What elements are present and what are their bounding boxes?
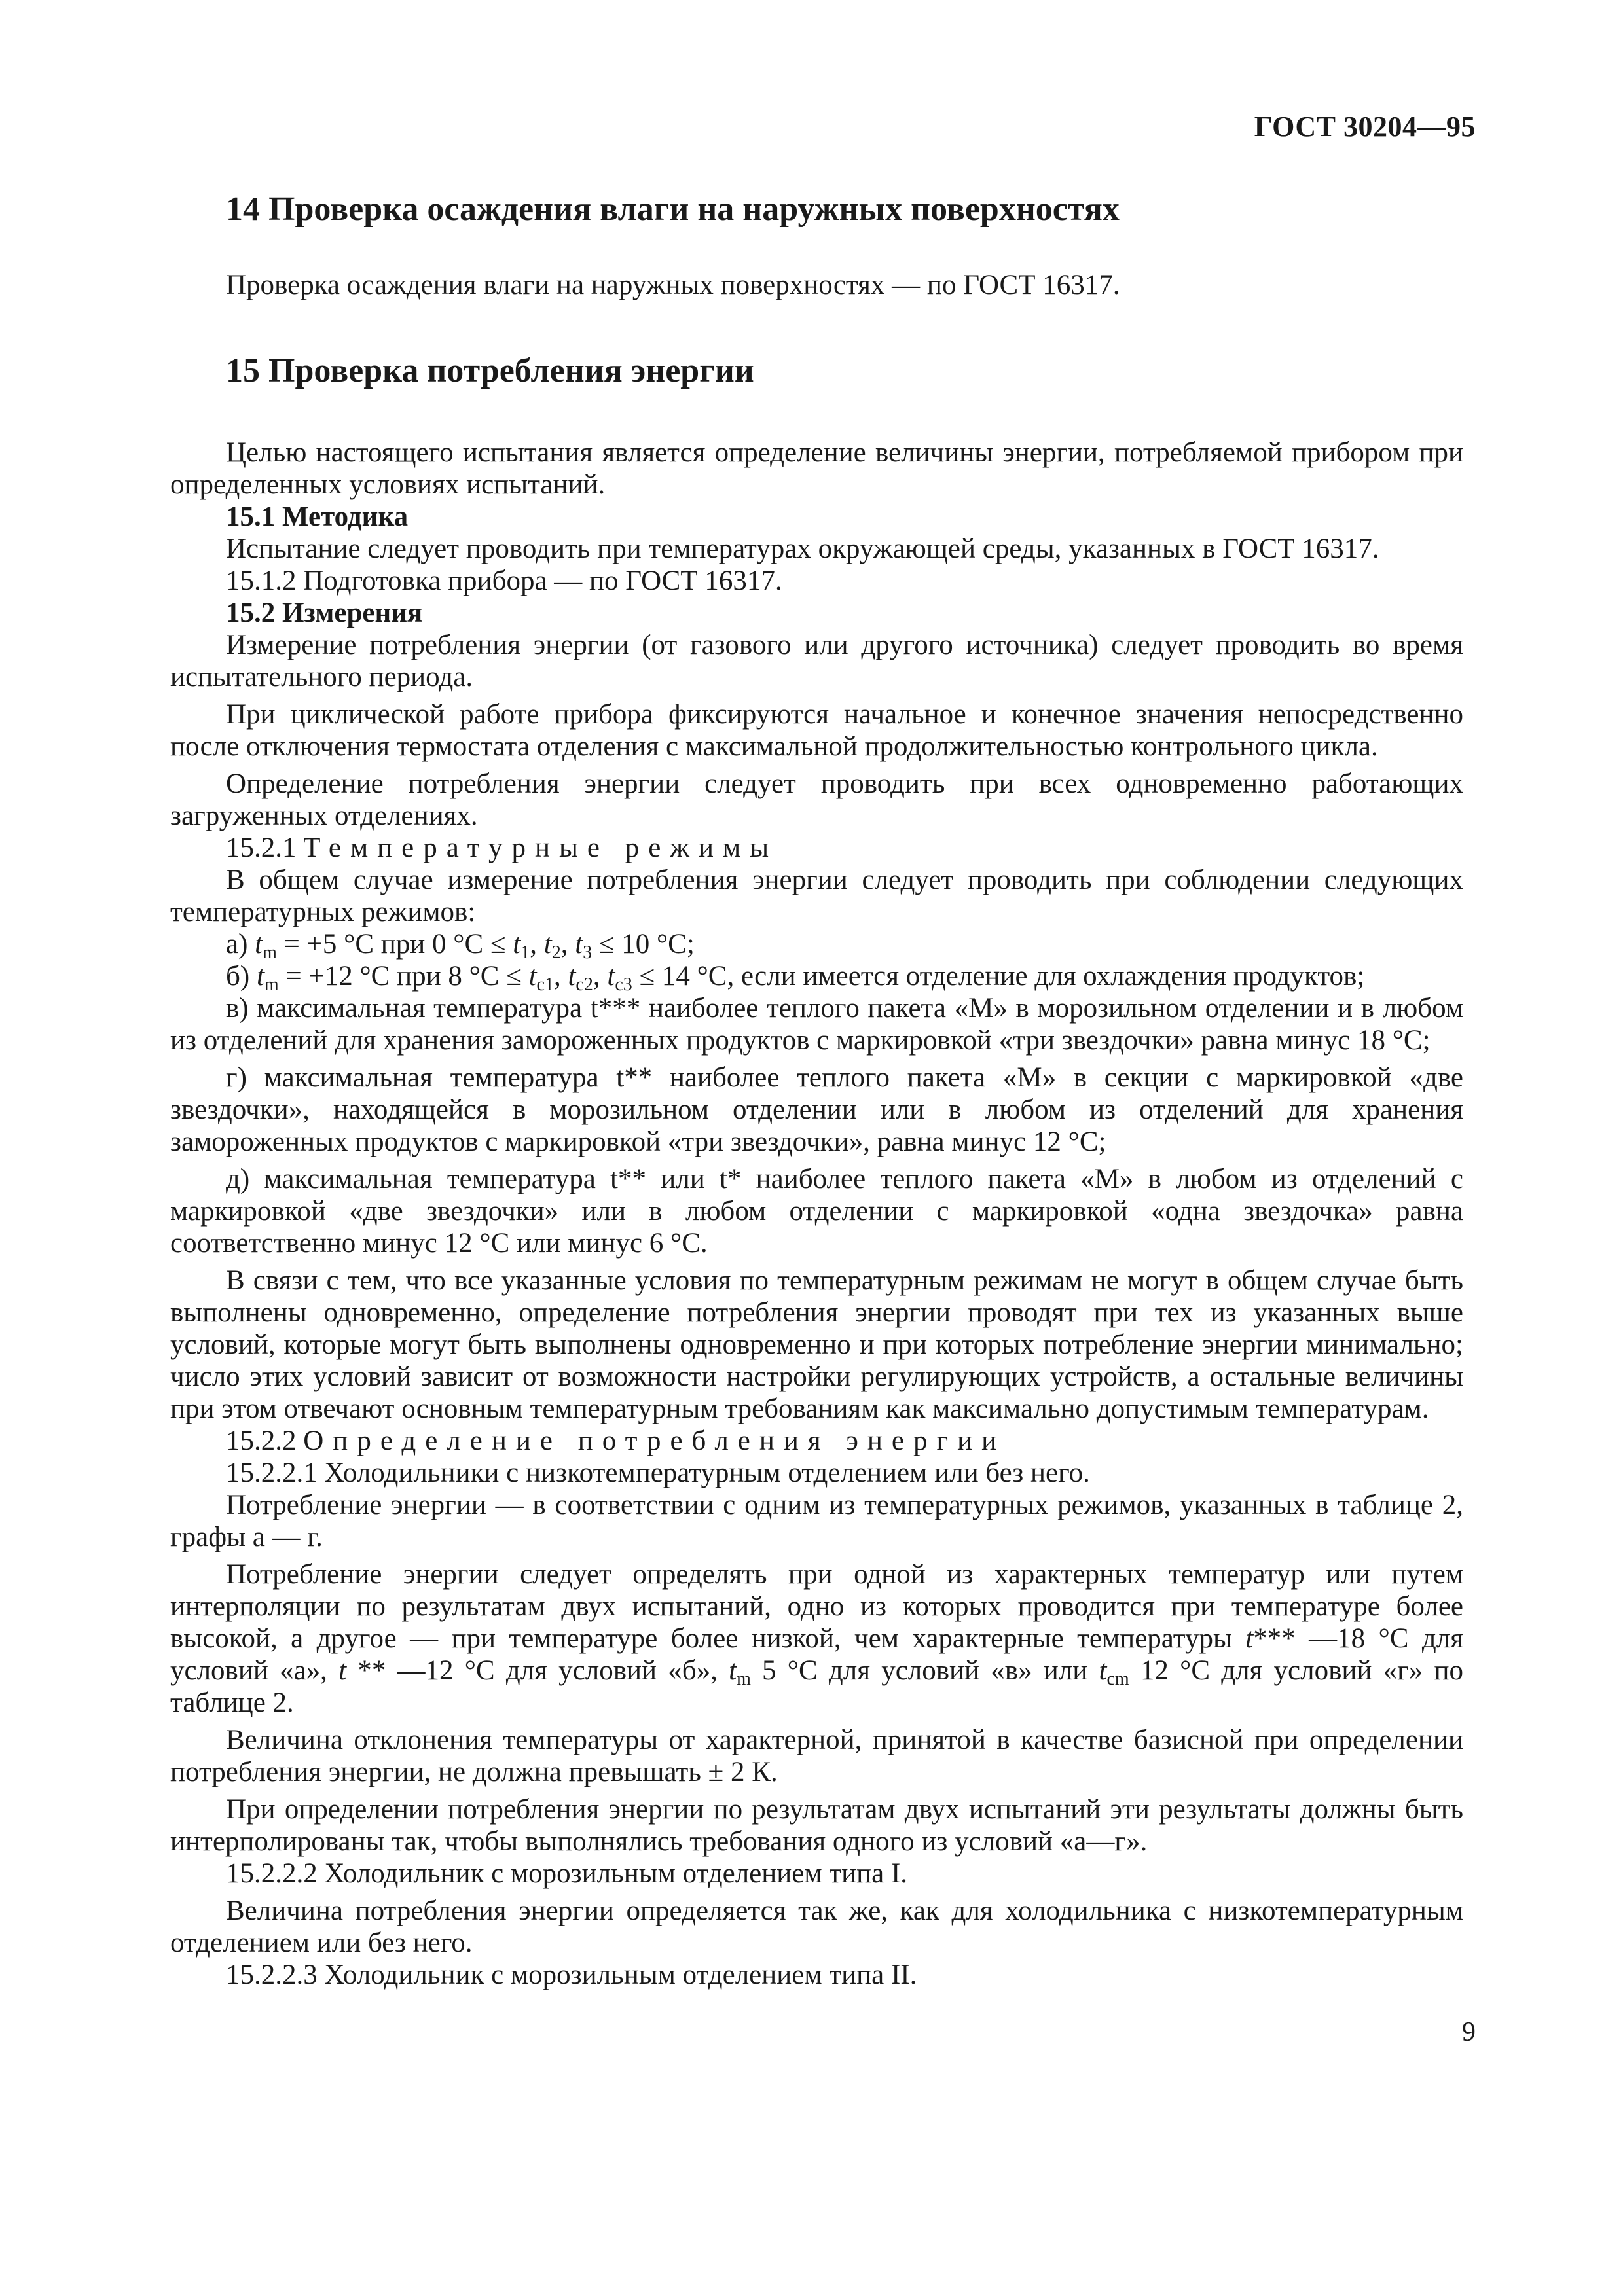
section-14-text: Проверка осаждения влаги на наружных поверхностях — по ГОСТ 16317. bbox=[226, 269, 1120, 300]
subsection-15-2-paragraph-2: При циклической работе прибора фиксируются начальное и конечное значения непосредственно после отключения термостата отделения с максимальной продолжительностью контрольного цикла. bbox=[170, 698, 1463, 762]
subsection-15-2-2-number: 15.2.2 bbox=[226, 1425, 297, 1456]
paragraph-2-end: 12 °С для условий «г» по таблице 2. bbox=[170, 1655, 1463, 1718]
subsection-15-2-paragraph-1: Измерение потребления энергии (от газового или другого источника) следует проводить во время испытательного периода. bbox=[170, 629, 1463, 692]
list-item-a-prefix: а) bbox=[226, 928, 248, 960]
section-15-intro: Целью настоящего испытания является определение величины энергии, потребляемой прибором при определенных условиях испытаний. bbox=[170, 437, 1463, 500]
subsection-15-2-heading: 15.2 Измерения bbox=[226, 597, 423, 628]
list-item-a-text: = +5 °С при 0 °С ≤ bbox=[283, 928, 506, 960]
section-14-title: 14 Проверка осаждения влаги на наружных поверхностях bbox=[226, 190, 1120, 228]
list-item-a: а) $t_m = +5$ °С при 0 $^\circ С \le t_1$, $t_2$, $t_3 \le 10$ °С; bbox=[226, 928, 695, 963]
subsection-15-2-2-1-paragraph-2: Потребление энергии следует определять при одной из характерных температур или путем интерполяции по результатам двух испытаний, одно из которых проводится при температуре более высокой, а другое — при температуре более низкой, чем характерные температуры t*** —18 °С для условий «а», t ** —12 °С для условий «б», $t_m$ 5 °С для условий «в» или $t_{cm}$ 12 °С для условий «г» по таблице 2. bbox=[170, 1558, 1463, 1718]
subsection-15-2-1-paragraph-1: В общем случае измерение потребления энергии следует проводить при соблюдении следующих температурных режимов: bbox=[170, 864, 1463, 927]
subsection-15-2-2-title: Определение потребления энергии bbox=[303, 1425, 1006, 1456]
subsection-15-1-2: 15.1.2 Подготовка прибора — по ГОСТ 16317. bbox=[226, 565, 782, 596]
subsection-15-2-2-1-paragraph-4: При определении потребления энергии по результатам двух испытаний эти результаты должны быть интерполированы так, чтобы выполнялись требования одного из условий «а—г». bbox=[170, 1793, 1463, 1857]
subsection-15-2-2-2-paragraph-1: Величина потребления энергии определяется так же, как для холодильника с низкотемпературным отделением или без него. bbox=[170, 1895, 1463, 1958]
list-item-b-prefix: б) bbox=[226, 960, 250, 992]
subsection-15-2-paragraph-3: Определение потребления энергии следует проводить при всех одновременно работающих загруженных отделениях. bbox=[170, 768, 1463, 831]
list-item-d: г) максимальная температура t** наиболее теплого пакета «М» в секции с маркировкой «две звездочки», находящейся в морозильном отделении или в любом из отделений для хранения замороженных продуктов с маркировкой «три звездочки», равна минус 12 °С; bbox=[170, 1062, 1463, 1157]
list-item-e: д) максимальная температура t** или t* наиболее теплого пакета «М» в любом из отделений с маркировкой «две звездочки» или в любом отделении с маркировкой «одна звездочка» равна соответственно минус 12 °С или минус 6 °С. bbox=[170, 1163, 1463, 1259]
page-number: 9 bbox=[1462, 2017, 1476, 2047]
subsection-15-2-2-heading bbox=[170, 1425, 1463, 1457]
subsection-15-1-heading: 15.1 Методика bbox=[226, 501, 409, 532]
subsection-15-2-2-3: 15.2.2.3 Холодильник с морозильным отделением типа II. bbox=[226, 1959, 917, 1990]
subsection-15-2-2-2: 15.2.2.2 Холодильник с морозильным отделением типа I. bbox=[226, 1857, 908, 1889]
paragraph-2-start: Потребление энергии следует определять при одной из характерных температур или путем интерполяции по результатам двух испытаний, одно из которых проводится при температуре более высокой, а другое — при температуре более низкой, чем характерные температуры bbox=[170, 1558, 1463, 1654]
subsection-15-2-1-heading bbox=[170, 832, 1463, 864]
section-15-body bbox=[170, 437, 1463, 1991]
subsection-15-2-2-1-paragraph-1: Потребление энергии — в соответствии с одним из температурных режимов, указанных в таблице 2, графы а — г. bbox=[170, 1489, 1463, 1552]
list-item-c: в) максимальная температура t*** наиболее теплого пакета «М» в морозильном отделении и в любом из отделений для хранения замороженных продуктов с маркировкой «три звездочки» равна минус 18 °С; bbox=[170, 992, 1463, 1056]
subsection-15-1-text: Испытание следует проводить при температурах окружающей среды, указанных в ГОСТ 16317. bbox=[226, 533, 1379, 564]
list-item-b: б) $t_m = +12$ °С при 8 $^\circ С \le t_{c1}$, $t_{c2}$, $t_{c3} \le 14$ °С, если имеется отделение для охлаждения продуктов; bbox=[226, 960, 1365, 995]
subsection-15-2-1-number: 15.2.1 bbox=[226, 832, 297, 863]
subsection-15-2-2-1-paragraph-3: Величина отклонения температуры от характерной, принятой в качестве базисной при определении потребления энергии, не должна превышать ± 2 К. bbox=[170, 1724, 1463, 1787]
subsection-15-2-1-title: Температурные режимы bbox=[303, 832, 778, 863]
subsection-15-2-2-1: 15.2.2.1 Холодильники с низкотемпературным отделением или без него. bbox=[226, 1457, 1090, 1488]
list-item-b-text: = +12 °С при 8 °С ≤ bbox=[285, 960, 522, 992]
page-content bbox=[170, 190, 1463, 1991]
list-item-a-tail: ≤ 10 °С; bbox=[598, 928, 695, 960]
subsection-15-2-1-paragraph-2: В связи с тем, что все указанные условия по температурным режимам не могут в общем случае быть выполнены одновременно, определение потребления энергии проводят при тех из указанных выше условий, которые могут быть выполнены одновременно и при которых потребление энергии минимально; число этих условий зависит от возможности настройки регулирующих устройств, а остальные величины при этом отвечают основным температурным требованиям как максимально допустимым температурам. bbox=[170, 1265, 1463, 1424]
list-item-b-tail: ≤ 14 °С, если имеется отделение для охлаждения продуктов; bbox=[639, 960, 1365, 992]
section-15-title: 15 Проверка потребления энергии bbox=[226, 351, 754, 389]
document-number-header: ГОСТ 30204—95 bbox=[1254, 111, 1476, 143]
